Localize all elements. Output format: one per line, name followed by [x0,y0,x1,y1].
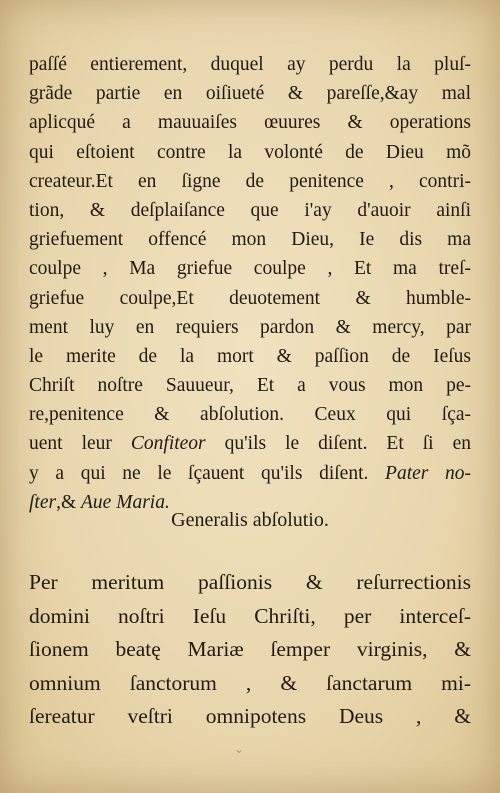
text-line: tion, & deſplaiſance que i'ay d'auoir ainſi [29,199,471,221]
text-line [29,429,471,458]
text-run: ,& [56,491,82,513]
text-line: ment luy en requiers pardon & mercy, par [29,316,471,338]
text-run: uent leur [29,433,131,455]
text-line: re,penitence & abſolution. Ceux qui ſça- [29,404,471,426]
prayer-line: Per meritum paſſionis & reſurrectionis [29,570,471,594]
text-line: qui eſtoient contre la volonté de Dieu mõ [29,141,471,163]
text-line: aplicqué a mauuaiſes œuures & operations [29,112,471,134]
prayer-line: domini noſtri Ieſu Chriſti, per interceſ- [29,603,471,628]
text-line: createur.Et en ſigne de penitence , contri- [29,170,471,192]
text-run: qu'ils le diſent. Et ſi en [205,433,471,455]
text-line: griefue coulpe,Et deuotement & humble- [29,287,471,309]
prayer-line: ſereatur veſtri omnipotens Deus , & [29,704,471,728]
italic-term-ave-maria: Aue Maria. [81,491,170,513]
text-line [29,459,471,488]
text-line: coulpe , Ma griefue coulpe , Et ma treſ- [29,258,471,280]
absolution-prayer [29,566,471,734]
text-line: griefuement offencé mon Dieu, Ie dis ma [29,229,471,251]
text-line: Chriſt noſtre Sauueur, Et a vous mon pe- [29,375,471,397]
text-line: paſſé entierement, duquel ay perdu la pluſ- [29,54,471,75]
italic-term-confiteor: Confiteor [130,433,206,455]
prayer-line: omnium ſanctorum , & ſanctarum mi- [29,670,471,695]
confession-text [29,50,471,517]
printers-mark-icon: ⌄ [234,742,245,756]
italic-term-pater-noster: Pater no- [385,462,471,484]
italic-term-noster-end: ſter [29,491,57,513]
text-line: le merite de la mort & paſſion de Ieſus [29,345,471,367]
prayer-line: ſionem beatę Mariæ ſemper virginis, & [29,637,471,661]
text-run: y a qui ne le ſçauent qu'ils diſent. [29,462,386,484]
text-line: grãde partie en oiſiueté & pareſſe,&ay mal [29,83,471,105]
section-heading: Generalis abſolutio. [171,509,329,531]
